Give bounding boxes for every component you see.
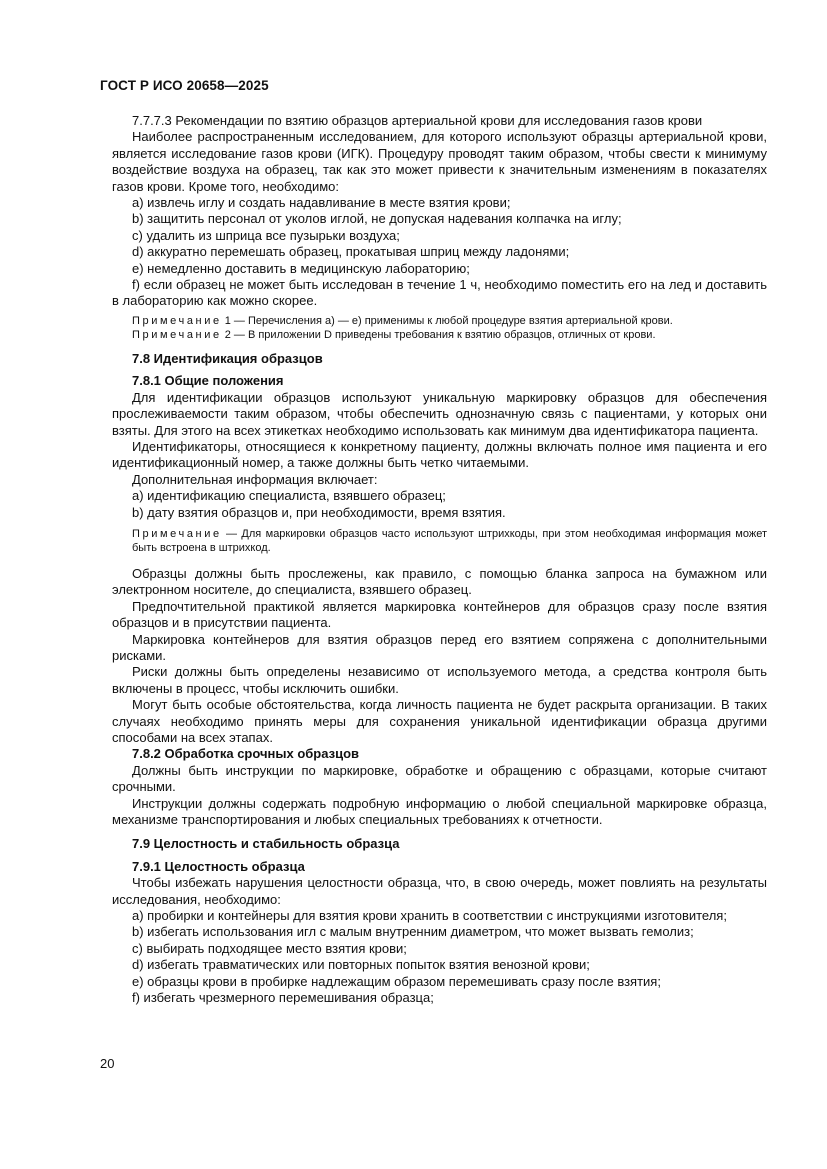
section-79-heading: 7.9 Целостность и стабильность образца xyxy=(132,836,400,852)
note xyxy=(112,527,767,556)
note xyxy=(112,314,767,329)
note xyxy=(112,328,767,343)
list-item: a) идентификацию специалиста, взявшего образец; xyxy=(132,488,446,504)
note-text: 2 — В приложении D приведены требования к взятию образцов, отличных от крови. xyxy=(221,329,656,342)
note-label: Примечание xyxy=(132,527,222,540)
section-782-heading: 7.8.2 Обработка срочных образцов xyxy=(132,746,360,762)
list-item: f) избегать чрезмерного перемешивания образца; xyxy=(132,990,434,1006)
paragraph: Маркировка контейнеров для взятия образцов перед его взятием сопряжена с дополнительными рисками. xyxy=(112,631,767,663)
section-791-heading: 7.9.1 Целостность образца xyxy=(132,858,305,874)
list-item: b) защитить персонал от уколов иглой, не допуская надевания колпачка на иглу; xyxy=(132,211,622,227)
document-body xyxy=(112,113,767,1007)
paragraph: Дополнительная информация включает: xyxy=(132,471,378,487)
list-item: e) образцы крови в пробирке надлежащим образом перемешивать сразу после взятия; xyxy=(132,973,661,989)
paragraph: Должны быть инструкции по маркировке, обработке и обращению с образцами, которые считают срочными. xyxy=(112,762,767,795)
paragraph: Риски должны быть определены независимо от используемого метода, а средства контроля быть включены в процесс, чтобы исключить ошибки. xyxy=(112,664,767,696)
list-item: f) если образец не может быть исследован в течение 1 ч, необходимо поместить его на лед и доставить в лабораторию как можно скорее. xyxy=(112,277,767,309)
note-label: Примечание xyxy=(132,314,222,327)
paragraph: Образцы должны быть прослежены, как правило, с помощью бланка запроса на бумажном или электронном носителе, до специалиста, взявшего образец. xyxy=(112,565,767,598)
list-item: a) пробирки и контейнеры для взятия крови хранить в соответствии с инструкциями изготовителя; xyxy=(132,908,727,924)
paragraph: Наиболее распространенным исследованием, для которого используют образцы артериальной крови, является исследование газов крови (ИГК). Процедуру проводят таким образом, чтобы свести к минимуму воздействие воздуха на образец, так как это может привести к значительным изменениям в показателях газов крови. Кроме того, необходимо: xyxy=(112,129,767,194)
document-header: ГОСТ Р ИСО 20658—2025 xyxy=(100,78,269,93)
list-item: a) извлечь иглу и создать надавливание в месте взятия крови; xyxy=(132,195,511,211)
paragraph: Идентификаторы, относящиеся к конкретному пациенту, должны включать полное имя пациента и его идентификационный номер, а также должны быть четко читаемыми. xyxy=(112,438,767,471)
list-item: d) избегать травматических или повторных попыток взятия венозной крови; xyxy=(132,957,590,973)
paragraph: Могут быть особые обстоятельства, когда личность пациента не будет раскрыта организации. В таких случаях необходимо принять меры для сохранения уникальной идентификации образца другими способами на всех этапах. xyxy=(112,697,767,745)
note-text: — Для маркировки образцов часто используют штрихкоды, при этом необходимая информация может быть встроена в штрихкод. xyxy=(132,527,767,555)
page-number: 20 xyxy=(100,1056,115,1071)
list-item: b) дату взятия образцов и, при необходимости, время взятия. xyxy=(132,504,506,520)
list-item: e) немедленно доставить в медицинскую лабораторию; xyxy=(132,260,470,276)
paragraph: Предпочтительной практикой является маркировка контейнеров для образцов сразу после взятия образцов и в присутствии пациента. xyxy=(112,598,767,631)
section-781-heading: 7.8.1 Общие положения xyxy=(132,373,284,389)
list-item: c) выбирать подходящее место взятия крови; xyxy=(132,940,407,956)
paragraph: Инструкции должны содержать подробную информацию о любой специальной маркировке образца, механизме транспортирования и любых специальных требованиях к отчетности. xyxy=(112,795,767,828)
list-item: b) избегать использования игл с малым внутренним диаметром, что может вызвать гемолиз; xyxy=(132,924,694,940)
section-7773-heading: 7.7.7.3 Рекомендации по взятию образцов артериальной крови для исследования газов крови xyxy=(132,113,703,128)
note-label: Примечание xyxy=(132,329,222,342)
paragraph: Для идентификации образцов используют уникальную маркировку образцов для обеспечения прослеживаемости таким образом, чтобы обеспечить однозначную связь с пациентами, у которых они взяты. Для этого на всех этикетках необходимо использовать как минимум два идентификатора пациента. xyxy=(112,389,767,438)
section-78-heading: 7.8 Идентификация образцов xyxy=(132,350,323,366)
note-text: 1 — Перечисления a) — e) применимы к любой процедуре взятия артериальной крови. xyxy=(221,314,673,327)
list-item: c) удалить из шприца все пузырьки воздуха; xyxy=(132,227,400,243)
list-item: d) аккуратно перемешать образец, прокатывая шприц между ладонями; xyxy=(132,244,570,260)
paragraph: Чтобы избежать нарушения целостности образца, что, в свою очередь, может повлиять на результаты исследования, необходимо: xyxy=(112,875,767,907)
